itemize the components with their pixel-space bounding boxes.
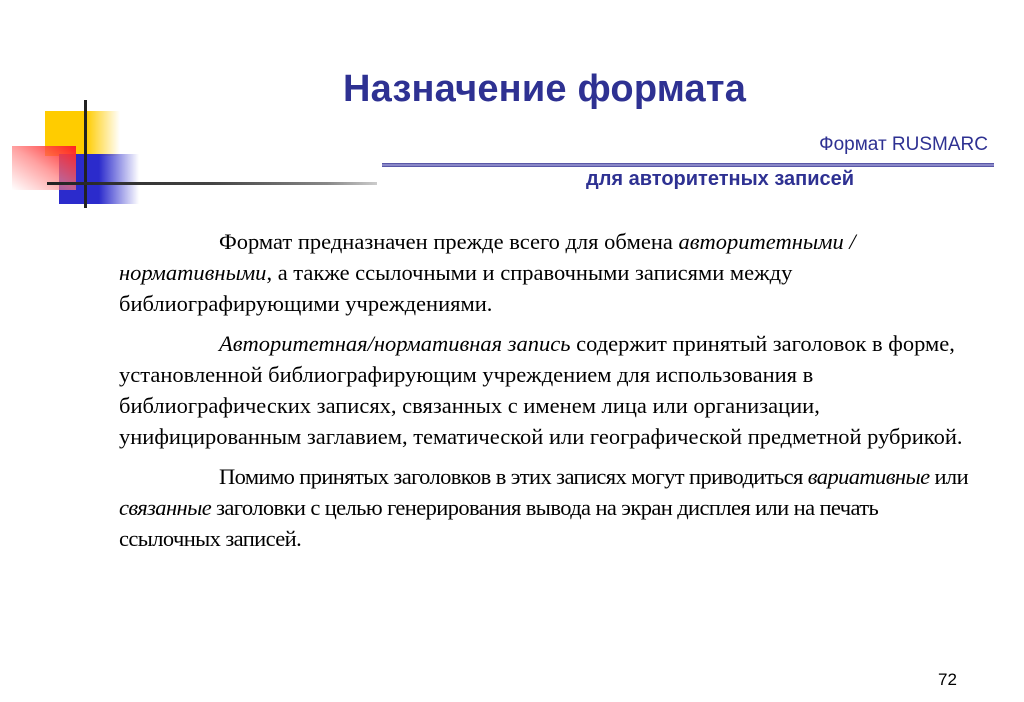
text-run: заголовки с целью генерирования вывода на экран дисплея или на печать ссылочных записей.	[119, 495, 879, 551]
slide-title: Назначение формата	[343, 68, 747, 110]
vertical-line-decoration	[84, 100, 87, 208]
text-run: Помимо принятых заголовков в этих записях могут приводиться	[219, 464, 808, 489]
subtitle-records: для авторитетных записей	[586, 168, 855, 190]
page-number: 72	[938, 670, 957, 689]
paragraph-1	[119, 226, 969, 319]
text-run-italic: связанные	[119, 495, 212, 520]
text-run-italic: Авторитетная/нормативная запись	[219, 331, 571, 356]
horizontal-line-decoration	[47, 182, 377, 185]
text-run: Формат предназначен прежде всего для обмена	[219, 229, 679, 254]
paragraph-2	[119, 328, 969, 452]
decorative-logo-graphic	[0, 0, 1024, 230]
paragraph-3	[119, 461, 969, 554]
header-divider	[382, 163, 994, 167]
text-run: содержит принятый заголовок в форме, установленной библиографирующим учреждением для использования в библиографических записях, связанных с именем лица или организации, унифицированным заглавием, тематической или географической предметной рубрикой.	[119, 331, 963, 449]
subtitle-format: Формат RUSMARC	[819, 134, 988, 155]
text-run-italic: вариативные	[807, 464, 930, 489]
text-run: , а также ссылочными и справочными записями между библиографирующими учреждениями.	[119, 260, 793, 316]
text-run-italic: авторитетными / нормативными	[119, 229, 856, 285]
text-run: или	[929, 464, 969, 489]
slide-body	[119, 226, 969, 563]
